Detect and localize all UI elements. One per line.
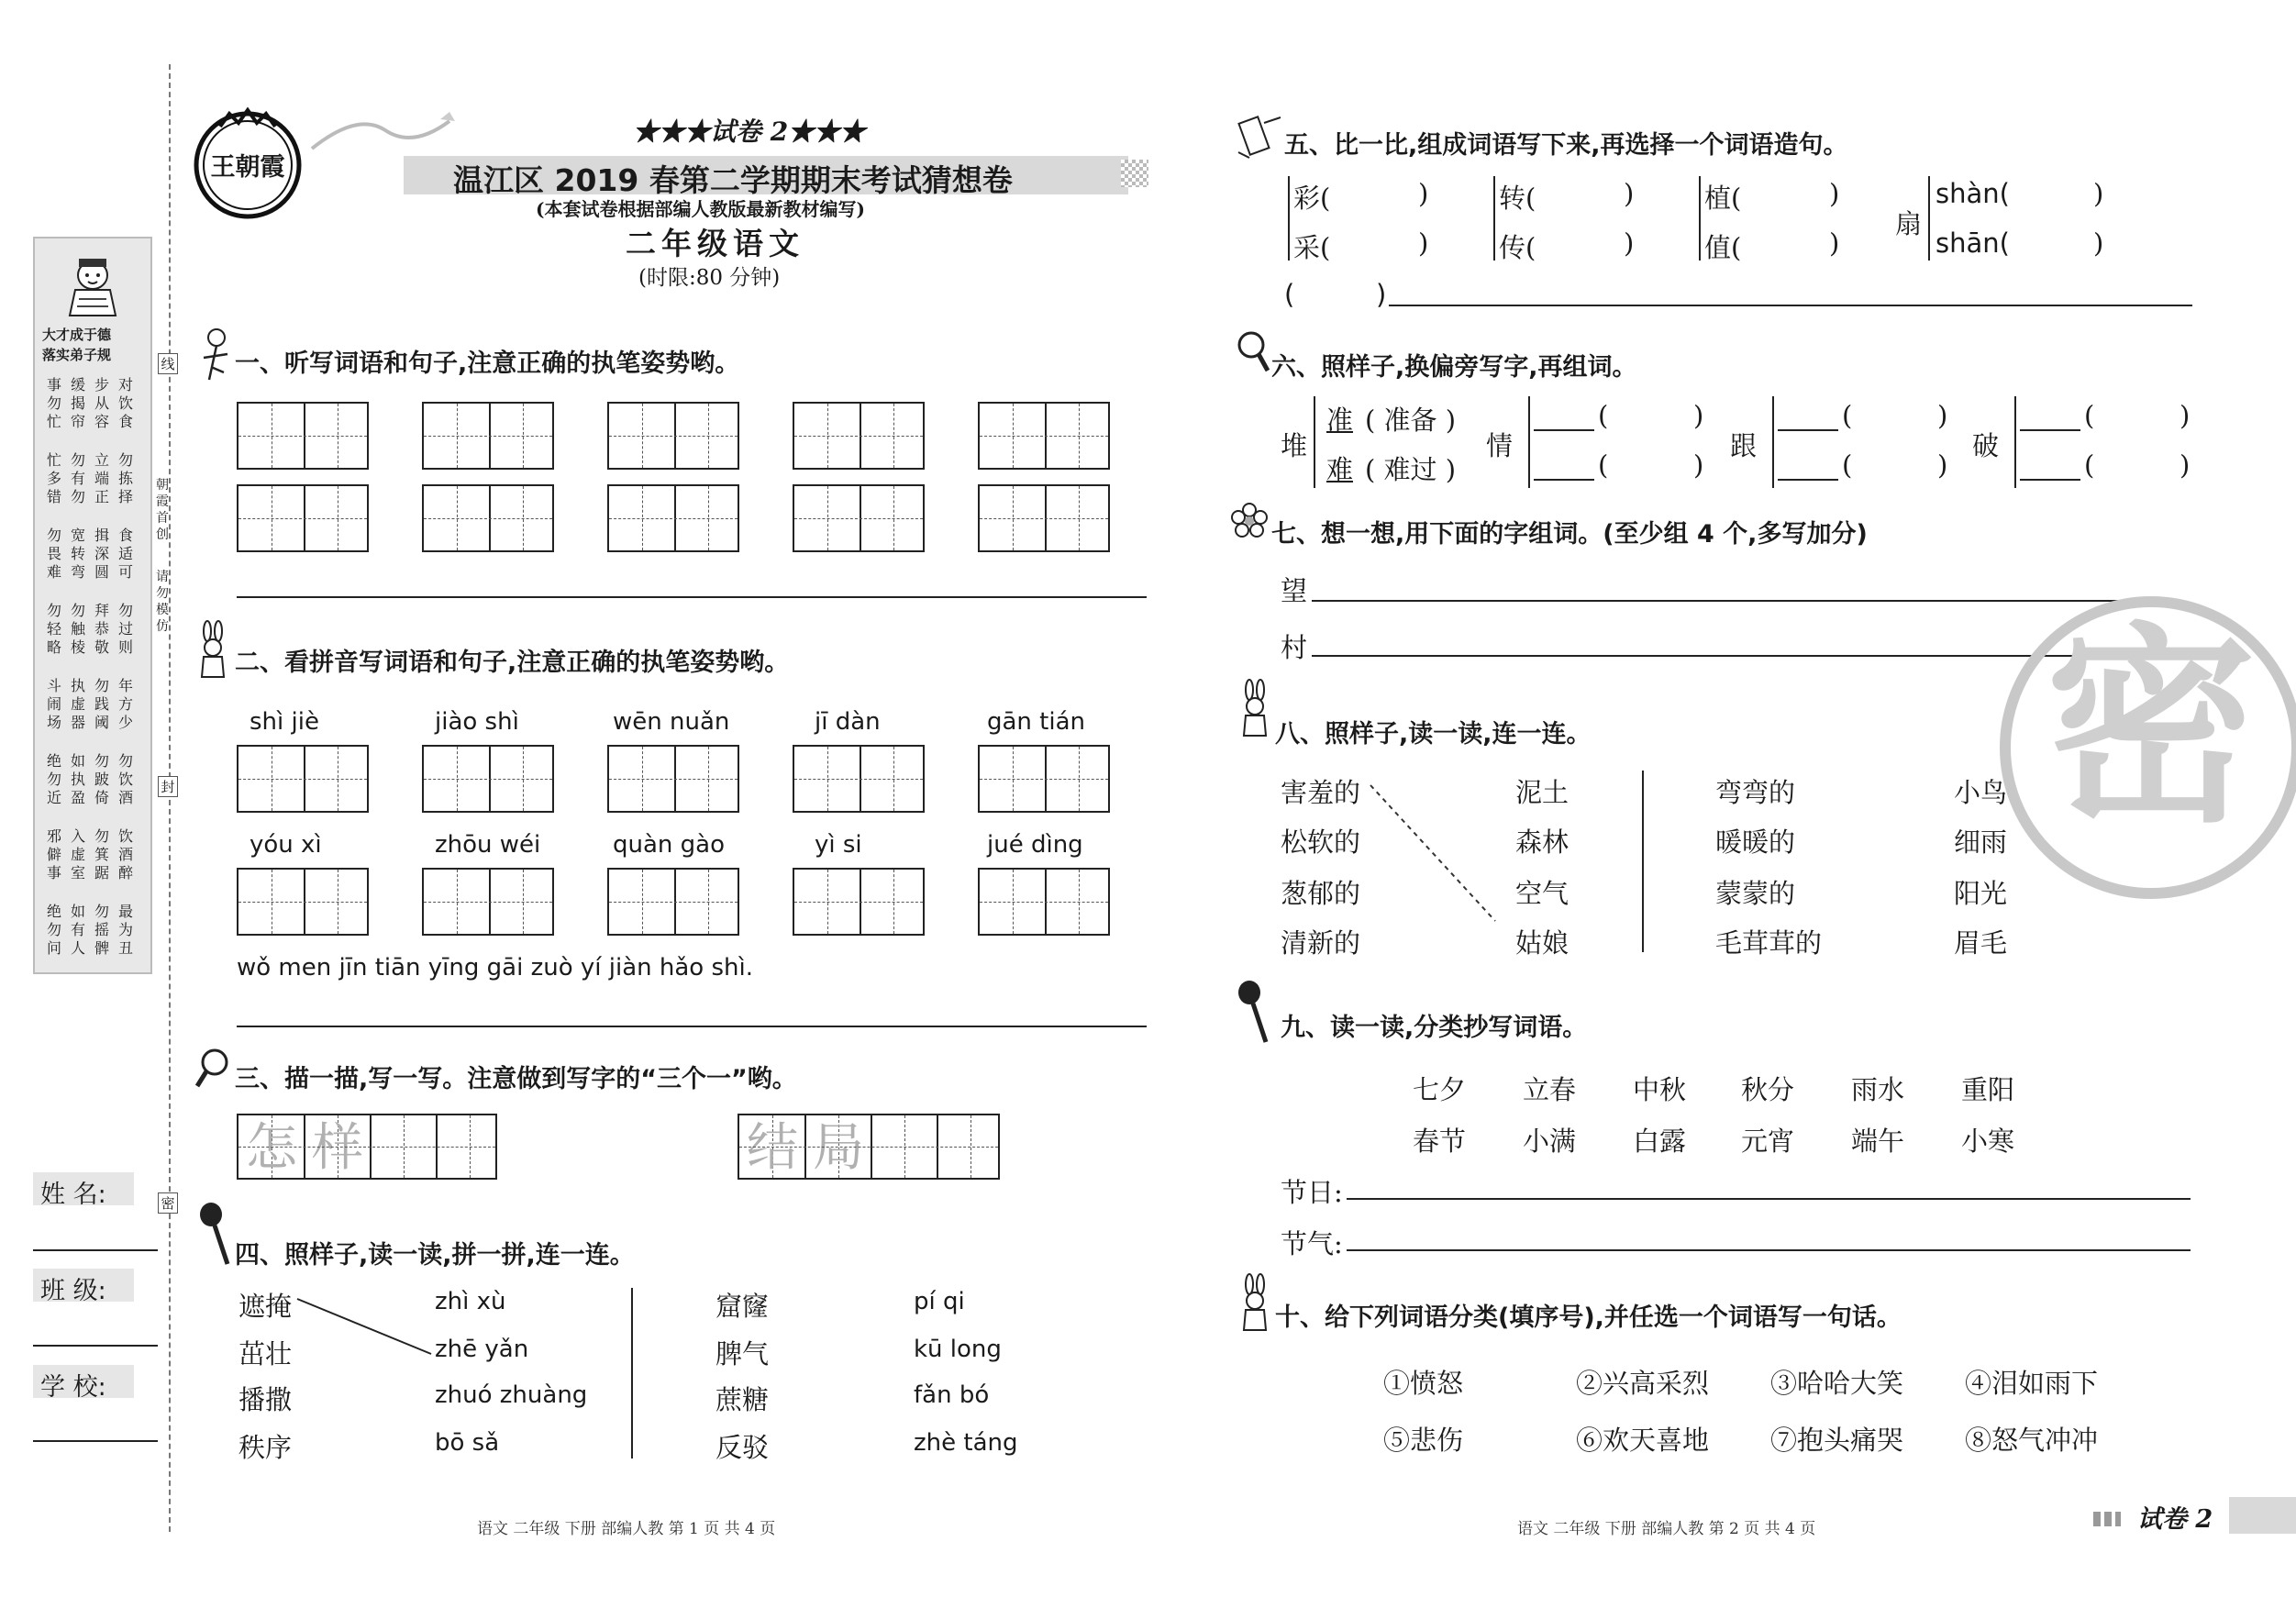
q2-rabbit-icon [193, 620, 233, 688]
cell-guide-h [609, 779, 738, 780]
q9-word: 元宵 [1741, 1126, 1795, 1157]
q5-fan-b: shān( [1936, 227, 2010, 259]
cell-guide-h [424, 518, 552, 519]
sidebar-poem-column: 勿箕踞 [94, 827, 109, 882]
q6-blank[interactable] [2020, 429, 2080, 431]
confidential-seal [2000, 596, 2296, 963]
school-label-box [33, 1365, 134, 1402]
q4-word: 茁壮 [238, 1338, 293, 1370]
q6-bracket [1314, 396, 1315, 488]
q6-example-word: ( 准备 ) [1365, 405, 1457, 436]
q7-char-2: 村 [1281, 632, 1308, 663]
q5-close-a: ) [2093, 178, 2104, 209]
q4-pinyin: pí qi [914, 1288, 965, 1315]
time-limit: (时限:80 分钟) [638, 266, 781, 290]
q4-word: 窟窿 [715, 1291, 770, 1322]
trace-char: 局 [813, 1118, 864, 1178]
q9-word: 春节 [1413, 1126, 1467, 1157]
q5-char-b: 值( [1704, 232, 1742, 263]
sidebar-poem-column: 忙多错 [46, 451, 61, 505]
cell-guide-h [980, 779, 1108, 780]
cell-guide-h [238, 902, 367, 903]
q2-pinyin-label: jī dàn [815, 708, 881, 736]
q1-word-box[interactable] [237, 484, 369, 552]
q3-magnifier-icon [194, 1048, 231, 1095]
sidebar-poem-column: 缓揭帘 [70, 376, 85, 430]
q6-close: ) [2180, 449, 2191, 481]
q5-char-a: 植( [1704, 183, 1742, 214]
cell-guide-h [424, 436, 552, 437]
q4-word: 秩序 [238, 1432, 293, 1463]
q5-fan-a: shàn( [1936, 178, 2010, 209]
q6-char: 跟 [1730, 430, 1758, 461]
q8-word: 森林 [1515, 826, 1569, 858]
q8-word: 姑娘 [1515, 927, 1569, 959]
q8-word: 暖暖的 [1715, 826, 1796, 858]
sidebar-motto-2: 落实弟子规 [42, 347, 112, 363]
sidebar-poem-column: 食适可 [117, 527, 133, 581]
q9-word: 七夕 [1413, 1074, 1467, 1105]
exam-label: ★★★试卷 2★★★ [633, 116, 866, 147]
sidebar-poem-column: 对饮食 [117, 376, 133, 430]
q6-close: ) [1693, 400, 1704, 431]
q4-word: 反驳 [715, 1432, 770, 1463]
q3-trace-box-2[interactable] [738, 1114, 1000, 1180]
q6-blank[interactable] [1534, 479, 1594, 481]
sidebar-poem-column: 宽转弯 [70, 527, 85, 581]
q10-word: ①愤怒 [1383, 1368, 1464, 1399]
q8-word: 眉毛 [1954, 927, 2008, 959]
q2-word-box[interactable] [793, 868, 925, 936]
q1-word-box[interactable] [422, 484, 554, 552]
cell-guide-h [794, 518, 923, 519]
q10-word: ②兴高采烈 [1576, 1368, 1710, 1399]
q8-word: 清新的 [1281, 927, 1361, 959]
sidebar-poem-column: 最为丑 [117, 903, 133, 957]
q1-word-box[interactable] [607, 484, 739, 552]
trace-char: 结 [747, 1118, 798, 1178]
q10-word: ④泪如雨下 [1965, 1368, 2099, 1399]
q6-blank[interactable] [2020, 479, 2080, 481]
logo-badge [191, 106, 305, 220]
q2-pinyin-label: jué dìng [987, 831, 1083, 859]
q5-close-a: ) [1624, 178, 1635, 209]
q2-pinyin-label: jiào shì [435, 708, 519, 736]
name-label-box [33, 1172, 134, 1209]
q4-example-line [294, 1295, 440, 1359]
q5-close-a: ) [1829, 178, 1840, 209]
cell-guide-h [609, 902, 738, 903]
q6-open: ( [1842, 400, 1853, 431]
q5-pencil-icon [1237, 114, 1284, 163]
q2-word-box[interactable] [607, 868, 739, 936]
cell-guide-h [609, 436, 738, 437]
q5-char-b: 传( [1499, 232, 1536, 263]
sidebar-panel [33, 237, 152, 974]
sidebar-poem-column: 饮酒醉 [117, 827, 133, 882]
sidebar-poem-column: 勿饮酒 [117, 752, 133, 806]
q8-divider [1642, 771, 1644, 952]
q1-word-box[interactable] [793, 484, 925, 552]
q2-title: 二、看拼音写词语和句子,注意正确的执笔姿势哟。 [235, 649, 790, 677]
badge-squares-icon [2093, 1512, 2121, 1526]
q4-word: 遮掩 [238, 1291, 293, 1322]
footer-right: 语文 二年级 下册 部编人教 第 2 页 共 4 页 [1517, 1520, 1816, 1538]
q2-pinyin-label: wēn nuǎn [613, 708, 730, 736]
q5-char-b: 采( [1293, 232, 1331, 263]
q6-open: ( [2084, 400, 2095, 431]
q6-open: ( [1598, 449, 1609, 481]
q5-close-b: ) [1829, 227, 1840, 259]
q2-word-box[interactable] [978, 745, 1110, 813]
q2-word-box[interactable] [237, 745, 369, 813]
q10-word: ③哈哈大笑 [1770, 1368, 1904, 1399]
q9-word: 小寒 [1961, 1126, 2015, 1157]
q9-title: 九、读一读,分类抄写词语。 [1281, 1014, 1588, 1042]
q5-fan-char: 扇 [1895, 208, 1923, 239]
q8-word: 细雨 [1954, 826, 2008, 858]
q4-microphone-icon [194, 1200, 235, 1271]
q7-title: 七、想一想,用下面的字组词。(至少组 4 个,多写加分) [1271, 520, 1868, 549]
sidebar-poem-column: 步从容 [94, 376, 109, 430]
q4-pinyin: bō sǎ [435, 1429, 500, 1457]
logo-text: 王朝霞 [210, 153, 285, 182]
q6-char: 情 [1486, 430, 1514, 461]
name-label: 姓 名: [40, 1181, 106, 1209]
q6-open: ( [1598, 400, 1609, 431]
q8-word: 毛茸茸的 [1715, 927, 1823, 959]
q6-close: ) [1693, 449, 1704, 481]
sidebar-poem-column: 执虚器 [70, 677, 85, 731]
q5-char-a: 彩( [1293, 183, 1331, 214]
q6-example-char: 堆 [1281, 430, 1308, 461]
q9-label-2: 节气: [1281, 1228, 1343, 1259]
trace-char: 怎 [246, 1118, 297, 1178]
name-field[interactable] [33, 1249, 158, 1251]
sidebar-poem-column: 勿畏难 [46, 527, 61, 581]
q8-example-line [1367, 780, 1504, 926]
cell-guide-h [980, 902, 1108, 903]
q8-word: 弯弯的 [1715, 777, 1796, 808]
seal-char: 密 [2046, 604, 2257, 851]
q1-word-box[interactable] [978, 402, 1110, 470]
cell-guide-h [980, 518, 1108, 519]
q10-word: ⑥欢天喜地 [1576, 1425, 1710, 1456]
class-label: 班 级: [40, 1277, 106, 1305]
sidebar-poem-column: 勿拣择 [117, 451, 133, 505]
q8-word: 泥土 [1515, 777, 1569, 808]
q5-sentence-line[interactable] [1389, 305, 2192, 306]
q9-label-1: 节日: [1281, 1177, 1343, 1208]
q4-title: 四、照样子,读一读,拼一拼,连一连。 [235, 1241, 635, 1270]
q6-open: ( [1842, 449, 1853, 481]
trace-char: 样 [312, 1118, 363, 1178]
q6-blank[interactable] [1534, 429, 1594, 431]
sidebar-poem-column: 立端正 [94, 451, 109, 505]
q9-line-2[interactable] [1347, 1249, 2191, 1251]
q7-char-1: 望 [1281, 575, 1308, 606]
q6-close: ) [1937, 400, 1948, 431]
q6-magnifier-icon [1233, 330, 1270, 378]
cell-guide-h [980, 436, 1108, 437]
class-field[interactable] [33, 1345, 158, 1347]
cell-guide-h [794, 779, 923, 780]
q2-pinyin-label: zhōu wéi [435, 831, 541, 859]
sidebar-poem-column: 勿践阈 [94, 677, 109, 731]
badge-bar [2229, 1497, 2296, 1534]
seal-char-seal: 封 [158, 776, 178, 797]
q9-word: 重阳 [1961, 1074, 2015, 1105]
cell-guide-h [609, 518, 738, 519]
q1-word-box[interactable] [237, 402, 369, 470]
q9-line-1[interactable] [1347, 1198, 2191, 1200]
q4-pinyin: zhì xù [435, 1288, 506, 1315]
q1-word-box[interactable] [607, 402, 739, 470]
q8-word: 松软的 [1281, 826, 1361, 858]
seal-text-1: 朝霞首创 [156, 478, 169, 542]
q4-pinyin: fǎn bó [914, 1381, 990, 1409]
q4-pinyin: zhè táng [914, 1429, 1018, 1457]
q2-word-box[interactable] [978, 868, 1110, 936]
q6-blank[interactable] [1778, 429, 1838, 431]
q6-bracket [1772, 396, 1774, 488]
q4-pinyin: zhē yǎn [435, 1336, 529, 1363]
q6-bracket [2014, 396, 2016, 488]
q8-rabbit-icon [1235, 679, 1275, 747]
q2-sentence-line[interactable] [237, 1026, 1147, 1027]
sidebar-poem-column: 绝勿问 [46, 903, 61, 957]
q7-flower-icon [1229, 503, 1270, 543]
q8-word: 蒙蒙的 [1715, 878, 1796, 909]
q6-close: ) [1937, 449, 1948, 481]
q5-bracket [1699, 176, 1701, 261]
q6-bracket [1528, 396, 1530, 488]
q2-word-box[interactable] [422, 745, 554, 813]
q5-sentence-close: ) [1376, 279, 1387, 310]
q2-pinyin-label: gān tián [987, 708, 1086, 736]
q6-example-word: ( 难过 ) [1365, 454, 1457, 485]
q9-word: 雨水 [1851, 1074, 1905, 1105]
q5-close-b: ) [1624, 227, 1635, 259]
seal-text-2: 请勿模仿 [156, 570, 169, 634]
q1-title: 一、听写词语和句子,注意正确的执笔姿势哟。 [235, 349, 740, 378]
cell-guide-h [739, 1147, 998, 1148]
cell-guide-h [238, 779, 367, 780]
q2-word-box[interactable] [422, 868, 554, 936]
q10-rabbit-icon [1235, 1273, 1275, 1341]
school-label: 学 校: [40, 1373, 106, 1402]
q2-pinyin-label: quàn gào [613, 831, 726, 859]
cell-guide-h [794, 902, 923, 903]
cartoon-boy-icon [62, 255, 123, 319]
class-label-box [33, 1269, 134, 1305]
exam-subtitle: (本套试卷根据部编人教版最新教材编写) [536, 198, 865, 220]
q8-title: 八、照样子,读一读,连一连。 [1275, 720, 1592, 749]
q5-sentence-open: ( [1284, 279, 1295, 310]
q9-word: 秋分 [1741, 1074, 1795, 1105]
q2-pinyin-label: yì si [815, 831, 862, 859]
q1-sentence-line[interactable] [237, 596, 1147, 598]
q6-char: 破 [1972, 430, 2000, 461]
q8-word: 空气 [1515, 878, 1569, 909]
q10-word: ⑦抱头痛哭 [1770, 1425, 1904, 1456]
sidebar-motto-1: 大才成于德 [42, 327, 112, 343]
q4-word: 播撒 [238, 1384, 293, 1415]
cell-guide-h [794, 436, 923, 437]
q4-divider [631, 1288, 633, 1458]
q9-word: 立春 [1523, 1074, 1577, 1105]
badge-text: 试卷 2 [2137, 1505, 2213, 1534]
sidebar-poem-column: 勿过则 [117, 602, 133, 656]
cell-guide-h [238, 436, 367, 437]
sidebar-poem-column: 勿摇髀 [94, 903, 109, 957]
cell-guide-h [424, 902, 552, 903]
sidebar-poem-column: 事勿忙 [46, 376, 61, 430]
q5-title: 五、比一比,组成词语写下来,再选择一个词语造句。 [1284, 131, 1848, 160]
q9-microphone-icon [1233, 978, 1273, 1049]
q4-word: 脾气 [715, 1338, 770, 1370]
q5-close-b: ) [1418, 227, 1429, 259]
school-field[interactable] [33, 1440, 158, 1442]
q6-example-new-char: 难 [1326, 454, 1354, 485]
q2-pinyin-label: yóu xì [250, 831, 322, 859]
footer-left: 语文 二年级 下册 部编人教 第 1 页 共 4 页 [477, 1520, 776, 1538]
q10-word: ⑧怒气冲冲 [1965, 1425, 2099, 1456]
q6-close: ) [2180, 400, 2191, 431]
q5-close-b: ) [2093, 227, 2104, 259]
sidebar-poem-column: 如有人 [70, 903, 85, 957]
q5-char-a: 转( [1499, 183, 1536, 214]
q5-bracket [1288, 176, 1290, 261]
sidebar-poem-column: 勿跛倚 [94, 752, 109, 806]
sidebar-poem-column: 斗闹场 [46, 677, 61, 731]
q2-word-box[interactable] [237, 868, 369, 936]
sidebar-poem [46, 376, 145, 963]
q5-close-a: ) [1418, 178, 1429, 209]
q8-word: 葱郁的 [1281, 878, 1361, 909]
q6-title: 六、照样子,换偏旁写字,再组词。 [1271, 353, 1637, 382]
grade-subject: 二年级语文 [626, 226, 804, 261]
q3-trace-box-1[interactable] [237, 1114, 497, 1180]
q8-word: 阳光 [1954, 878, 2008, 909]
cell-guide-h [238, 1147, 495, 1148]
sidebar-poem-column: 入虚室 [70, 827, 85, 882]
seal-char-line: 线 [158, 353, 178, 374]
q3-title: 三、描一描,写一写。注意做到写字的“三个一”哟。 [235, 1065, 797, 1093]
sidebar-poem-column: 勿有勿 [70, 451, 85, 505]
q4-word: 蔗糖 [715, 1384, 770, 1415]
page-badge [2091, 1497, 2296, 1534]
sidebar-poem-column: 邪僻事 [46, 827, 61, 882]
q6-open: ( [2084, 449, 2095, 481]
q6-blank[interactable] [1778, 479, 1838, 481]
q5-bracket [1928, 176, 1930, 261]
q9-word: 小满 [1523, 1126, 1577, 1157]
sidebar-poem-column: 勿触棱 [70, 602, 85, 656]
cell-guide-h [424, 779, 552, 780]
q1-word-box[interactable] [793, 402, 925, 470]
q2-sentence-pinyin: wǒ men jīn tiān yīng gāi zuò yí jiàn hǎo shì. [237, 954, 753, 981]
q1-word-box[interactable] [422, 402, 554, 470]
q6-example-new-char: 准 [1326, 405, 1354, 436]
seal-char-mi: 密 [158, 1192, 178, 1214]
q10-title: 十、给下列词语分类(填序号),并任选一个词语写一句话。 [1275, 1303, 1902, 1332]
q2-word-box[interactable] [793, 745, 925, 813]
q5-bracket [1493, 176, 1495, 261]
q8-word: 害羞的 [1281, 777, 1361, 808]
q1-word-box[interactable] [978, 484, 1110, 552]
exam-title: 温江区 2019 春第二学期期末考试猜想卷 [453, 162, 1013, 198]
sidebar-poem-column: 如执盈 [70, 752, 85, 806]
q8-word: 小鸟 [1954, 777, 2008, 808]
sidebar-poem-column: 揖深圆 [94, 527, 109, 581]
sidebar-poem-column: 勿轻略 [46, 602, 61, 656]
q4-pinyin: zhuó zhuàng [435, 1381, 588, 1409]
header-ribbon-icon [303, 103, 459, 161]
sidebar-poem-column: 绝勿近 [46, 752, 61, 806]
checker-pattern-icon [1121, 160, 1148, 187]
q9-word: 中秋 [1633, 1074, 1687, 1105]
q2-word-box[interactable] [607, 745, 739, 813]
q9-word: 端午 [1851, 1126, 1905, 1157]
q1-pen-icon [196, 327, 233, 387]
sidebar-poem-column: 拜恭敬 [94, 602, 109, 656]
binding-dashed-line [169, 64, 171, 1532]
q9-word: 白露 [1633, 1126, 1687, 1157]
cell-guide-h [238, 518, 367, 519]
q2-pinyin-label: shì jiè [250, 708, 319, 736]
q10-word: ⑤悲伤 [1383, 1425, 1464, 1456]
sidebar-poem-column: 年方少 [117, 677, 133, 731]
q4-pinyin: kū long [914, 1336, 1002, 1363]
